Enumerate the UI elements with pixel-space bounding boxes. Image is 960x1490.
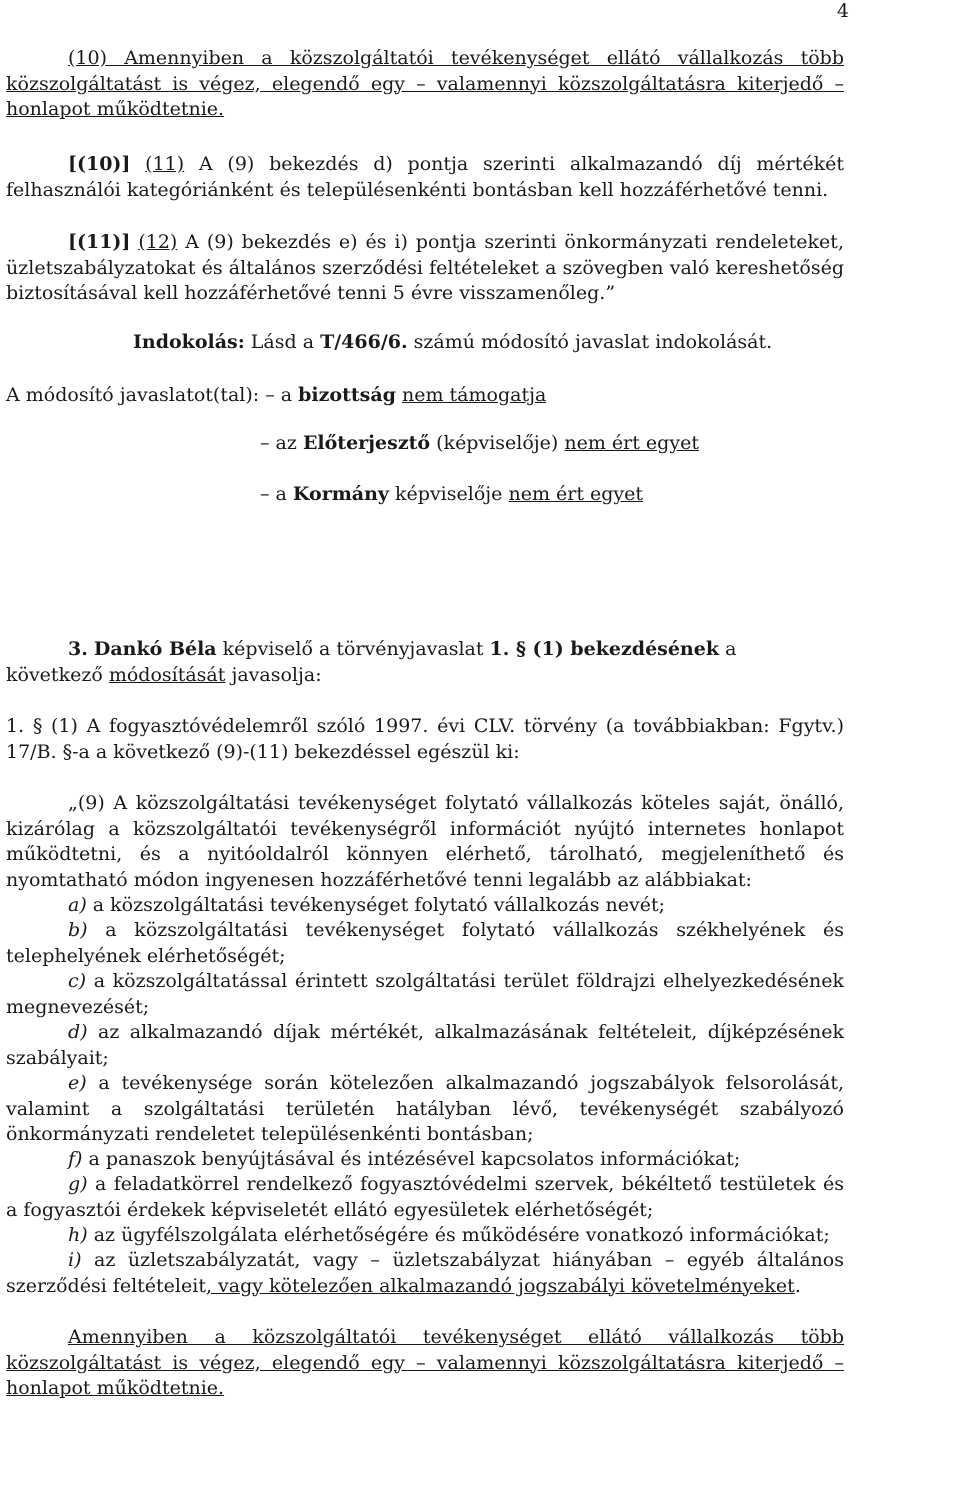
new-number: (12) <box>138 231 178 253</box>
new-number: (11) <box>145 153 185 175</box>
final-paragraph: Amennyiben a közszolgáltatói tevékenységet ellátó vállalkozás több közszolgáltatást is végez, elegendő egy – valamennyi közszolgáltatásra kiterjedő – honlapot működtetnie. <box>6 1326 844 1399</box>
paragraph-9-intro: „(9) A közszolgáltatási tevékenységet folytató vállalkozás köteles saját, önálló, kizárólag a közszolgáltatói tevékenységről információt nyújtó internetes honlapot működtetni, és a nyitóoldalról könnyen elérhető, tárolható, megjeleníthető és nyomtatható módon ingyenesen hozzáférhetővé tenni legalább az alábbiakat: <box>6 792 844 891</box>
vote-committee: A módosító javaslatot(tal): – a bizottság nem támogatja <box>6 384 547 406</box>
paragraph-10: (10) Amennyiben a közszolgáltatói tevékenységet ellátó vállalkozás több közszolgáltatást is végez, elegendő egy – valamennyi közszolgáltatásra kiterjedő – honlapot működtetnie. <box>6 47 844 120</box>
list-item: c) a közszolgáltatással érintett szolgáltatási terület földrajzi elhelyezkedésének megnevezését; <box>6 970 844 1018</box>
vote-proposer: – az Előterjesztő (képviselője) nem ért egyet <box>260 432 699 454</box>
struck-number: [(10)] <box>68 153 131 175</box>
section-line: 1. § (1) A fogyasztóvédelemről szóló 1997. évi CLV. törvény (a továbbiakban: Fgytv.) 17/B. §-a a következő (9)-(11) bekezdéssel egészül ki: <box>6 715 844 763</box>
list-item: e) a tevékenysége során kötelezően alkalmazandó jogszabályok felsorolását, valamint a szolgáltatási területén hatályban lévő, tevékenységét szabályozó önkormányzati rendeletet településenkénti bontásban; <box>6 1072 844 1145</box>
vote-government: – a Kormány képviselője nem ért egyet <box>260 483 644 505</box>
list-item: f) a panaszok benyújtásával és intézésével kapcsolatos információkat; <box>68 1148 741 1170</box>
paragraph-11 <box>6 152 844 203</box>
list-item: h) az ügyfélszolgálata elérhetőségére és működésére vonatkozó információkat; <box>68 1224 830 1246</box>
paragraph-text: A (9) bekezdés d) pontja szerinti alkalmazandó díj mértékét felhasználói kategóriánként és településenkénti bontásban kell hozzáférhetővé tenni. <box>6 153 844 201</box>
page-number: 4 <box>836 0 849 22</box>
list-item: d) az alkalmazandó díjak mértékét, alkalmazásának feltételeit, díjképzésének szabályait; <box>6 1021 844 1069</box>
paragraph-text: A (9) bekezdés e) és i) pontja szerinti önkormányzati rendeleteket, üzletszabályzatokat és általános szerződési feltételeket a szövegben való kereshetőség biztosításával kell hozzáférhetővé tenni 5 évre visszamenőleg.” <box>6 231 844 304</box>
list-item: i) az üzletszabályzatát, vagy – üzletszabályzat hiányában – egyéb általános szerződési feltételeit, vagy kötelezően alkalmazandó jogszabályi követelményeket. <box>6 1249 844 1297</box>
amendment-heading: 3. Dankó Béla képviselő a törvényjavaslat 1. § (1) bekezdésének a következő módosítását javasolja: <box>6 638 737 686</box>
justification: Indokolás: Lásd a T/466/6. számú módosító javaslat indokolását. <box>133 331 773 353</box>
list-item: b) a közszolgáltatási tevékenységet folytató vállalkozás székhelyének és telephelyének elérhetőségét; <box>6 919 844 967</box>
struck-number: [(11)] <box>68 231 131 253</box>
list-item: g) a feladatkörrel rendelkező fogyasztóvédelmi szervek, békéltető testületek és a fogyasztói érdekek képviseletét ellátó egyesületek elérhetőségét; <box>6 1173 844 1221</box>
list-item: a) a közszolgáltatási tevékenységet folytató vállalkozás nevét; <box>68 894 665 916</box>
paragraph-12 <box>6 230 844 307</box>
